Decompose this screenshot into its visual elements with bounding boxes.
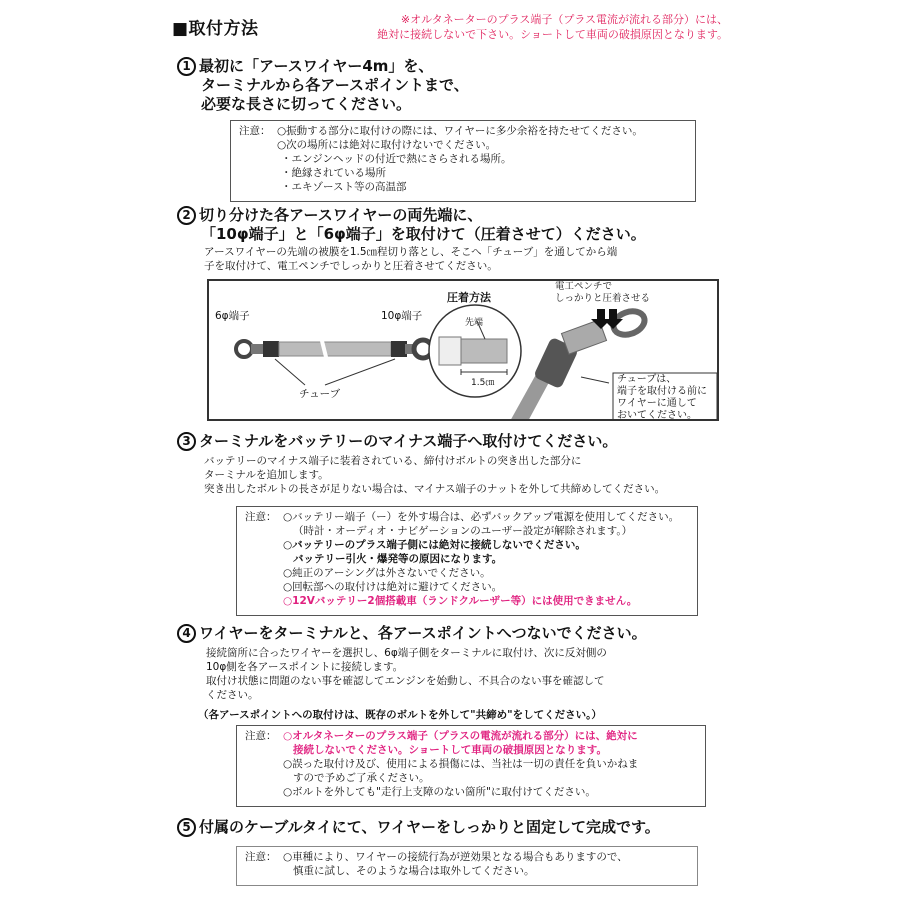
step2-number: 2 [177, 206, 196, 225]
step5-line1: 付属のケーブルタイにて、ワイヤーをしっかりと固定して完成です。 [199, 818, 660, 836]
step3-note-3: バッテリー引火・爆発等の原因になります。 [293, 553, 503, 565]
step3-body [204, 454, 665, 496]
step4-note-box [236, 725, 706, 807]
step1-note-1: ○次の場所には絶対に取付けないでください。 [277, 139, 497, 151]
step4-note-0: ○オルタネーターのプラス端子（プラスの電流が流れる部分）には、絶対に [283, 730, 638, 742]
step5-note-label: 注意： [245, 851, 277, 863]
label-tube-note [617, 374, 707, 421]
step3-note-0: ○バッテリー端子（ー）を外す場合は、必ずバックアップ電源を使用してください。 [283, 511, 680, 523]
step1-note-0: ○振動する部分に取付けの際には、ワイヤーに多少余裕を持たせてください。 [277, 125, 643, 137]
step1-note-4: ・エキゾースト等の高温部 [281, 181, 407, 193]
step3-heading [177, 432, 617, 451]
step3-number: 3 [177, 432, 196, 451]
step4-body4: ください。 [206, 689, 259, 701]
step5-note-0: ○車種により、ワイヤーの接続行為が逆効果となる場合もありますので、 [283, 851, 628, 863]
tube-pointer-right [325, 359, 395, 385]
step1-note-2: ・エンジンヘッドの付近で熱にさらされる場所。 [281, 153, 512, 165]
tube-pointer-left [275, 359, 305, 385]
step1-number: 1 [177, 57, 196, 76]
wire-illustration [236, 337, 432, 385]
step4-body5: （各アースポイントへの取付けは、既存のボルトを外して"共締め"をしてください。） [198, 709, 602, 721]
step1-heading [177, 57, 469, 114]
step4-number: 4 [177, 624, 196, 643]
label-tube-note2: 端子を取付ける前に [617, 386, 707, 397]
label-10-terminal: 10φ端子 [381, 310, 423, 322]
step2-line2: 「10φ端子」と「6φ端子」を取付けて（圧着させて）ください。 [201, 225, 646, 243]
step3-note-5: ○回転部への取付けは絶対に避けてください。 [283, 581, 503, 593]
step1-line2: ターミナルから各アースポイントまで、 [201, 76, 469, 94]
step3-note-2: ○バッテリーのプラス端子側には絶対に接続しないでください。 [283, 539, 586, 551]
step2-heading [177, 206, 646, 244]
terminal-6-barrel [251, 344, 265, 354]
label-6-terminal: 6φ端子 [215, 310, 250, 322]
step3-note-6: ○12Vバッテリー2個搭載車（ランドクルーザー等）には使用できません。 [283, 595, 638, 607]
label-tube-note1: チューブは、 [617, 374, 677, 385]
step3-line1: ターミナルをバッテリーのマイナス端子へ取付けてください。 [199, 432, 618, 450]
step4-body1: 接続箇所に合ったワイヤーを選択し、6φ端子側をターミナルに取付け、次に反対側の [206, 647, 607, 659]
step4-line1: ワイヤーをターミナルと、各アースポイントへつないでください。 [199, 624, 647, 642]
tube-note-pointer [581, 377, 609, 383]
step3-note-1: （時計・オーディオ・ナビゲーションのユーザー設定が解除されます。） [293, 525, 633, 537]
top-warning [298, 12, 728, 42]
crimp-diagram [207, 279, 719, 421]
wire-insulation [439, 337, 461, 365]
label-pliers-line1: 電工ペンチで [555, 281, 613, 292]
tube-left [263, 341, 279, 357]
step5-number: 5 [177, 818, 196, 837]
step1-note-label: 注意： [239, 125, 271, 137]
step3-body3: 突き出したボルトの長さが足りない場合は、マイナス端子のナットを外して共締めしてください。 [204, 483, 666, 495]
step4-note-label: 注意： [245, 730, 277, 742]
step4-body3: 取付け状態に問題のない事を確認してエンジンを始動し、不具合のない事を確認して [206, 675, 605, 687]
step1-note-box [230, 120, 696, 202]
step3-body2: ターミナルを追加します。 [204, 469, 329, 481]
top-warning-line2: 絶対に接続しないで下さい。ショートして車両の破損原因となります。 [377, 28, 728, 41]
step3-body1: バッテリーのマイナス端子に装着されている、締付けボルトの突き出した部分に [204, 455, 582, 467]
label-crimp-method: 圧着方法 [447, 291, 491, 304]
step4-note-4: ○ボルトを外しても"走行上支障のない箇所"に取付けてください。 [283, 786, 596, 798]
step3-note-label: 注意： [245, 511, 277, 523]
step1-line3: 必要な長さに切ってください。 [201, 95, 412, 113]
step5-note-1: 慎重に試し、そのような場合は取外してください。 [293, 865, 535, 877]
step1-line1: 最初に「アースワイヤー4m」を、 [199, 57, 434, 75]
label-pliers-line2: しっかりと圧着させる [555, 293, 651, 304]
label-length: 1.5㎝ [471, 378, 495, 388]
step4-note-2: ○誤った取付け及び、使用による損傷には、当社は一切の責任を負いかねま [283, 758, 639, 770]
step2-body2: 子を取付けて、電工ペンチでしっかりと圧着させてください。 [204, 260, 498, 272]
ring-terminal-6-icon [236, 341, 252, 357]
step2-body1: アースワイヤーの先端の被膜を1.5㎝程切り落とし、そこへ「チューブ」を通してから端 [204, 246, 618, 258]
label-tube: チューブ [299, 388, 341, 400]
page-title: ■取付方法 [172, 19, 259, 39]
top-warning-line1: ※オルタネーターのプラス端子（プラス電流が流れる部分）には、 [400, 13, 728, 26]
tube-right [391, 341, 407, 357]
step2-line1: 切り分けた各アースワイヤーの両先端に、 [199, 206, 483, 224]
step3-note-4: ○純正のアーシングは外さないでください。 [283, 567, 491, 579]
step5-note-box [236, 846, 698, 886]
step5-heading [177, 818, 660, 837]
step4-note-3: すので予めご了承ください。 [293, 772, 430, 784]
label-pliers [555, 281, 650, 305]
step4-body [206, 646, 607, 702]
step2-body [204, 245, 617, 273]
label-tube-note3: ワイヤーに通して [617, 398, 697, 409]
step4-body2: 10φ側を各アースポイントに接続します。 [206, 661, 404, 673]
step4-note-1: 接続しないでください。ショートして車両の破損原因となります。 [293, 744, 607, 756]
label-tube-note4: おいてください。 [617, 410, 697, 421]
wire-body [279, 342, 391, 356]
step3-note-box [236, 506, 698, 616]
bare-wire [461, 339, 507, 363]
step4-heading [177, 624, 647, 643]
step1-note-3: ・絶縁されている場所 [281, 167, 386, 179]
label-tip: 先端 [465, 318, 484, 328]
